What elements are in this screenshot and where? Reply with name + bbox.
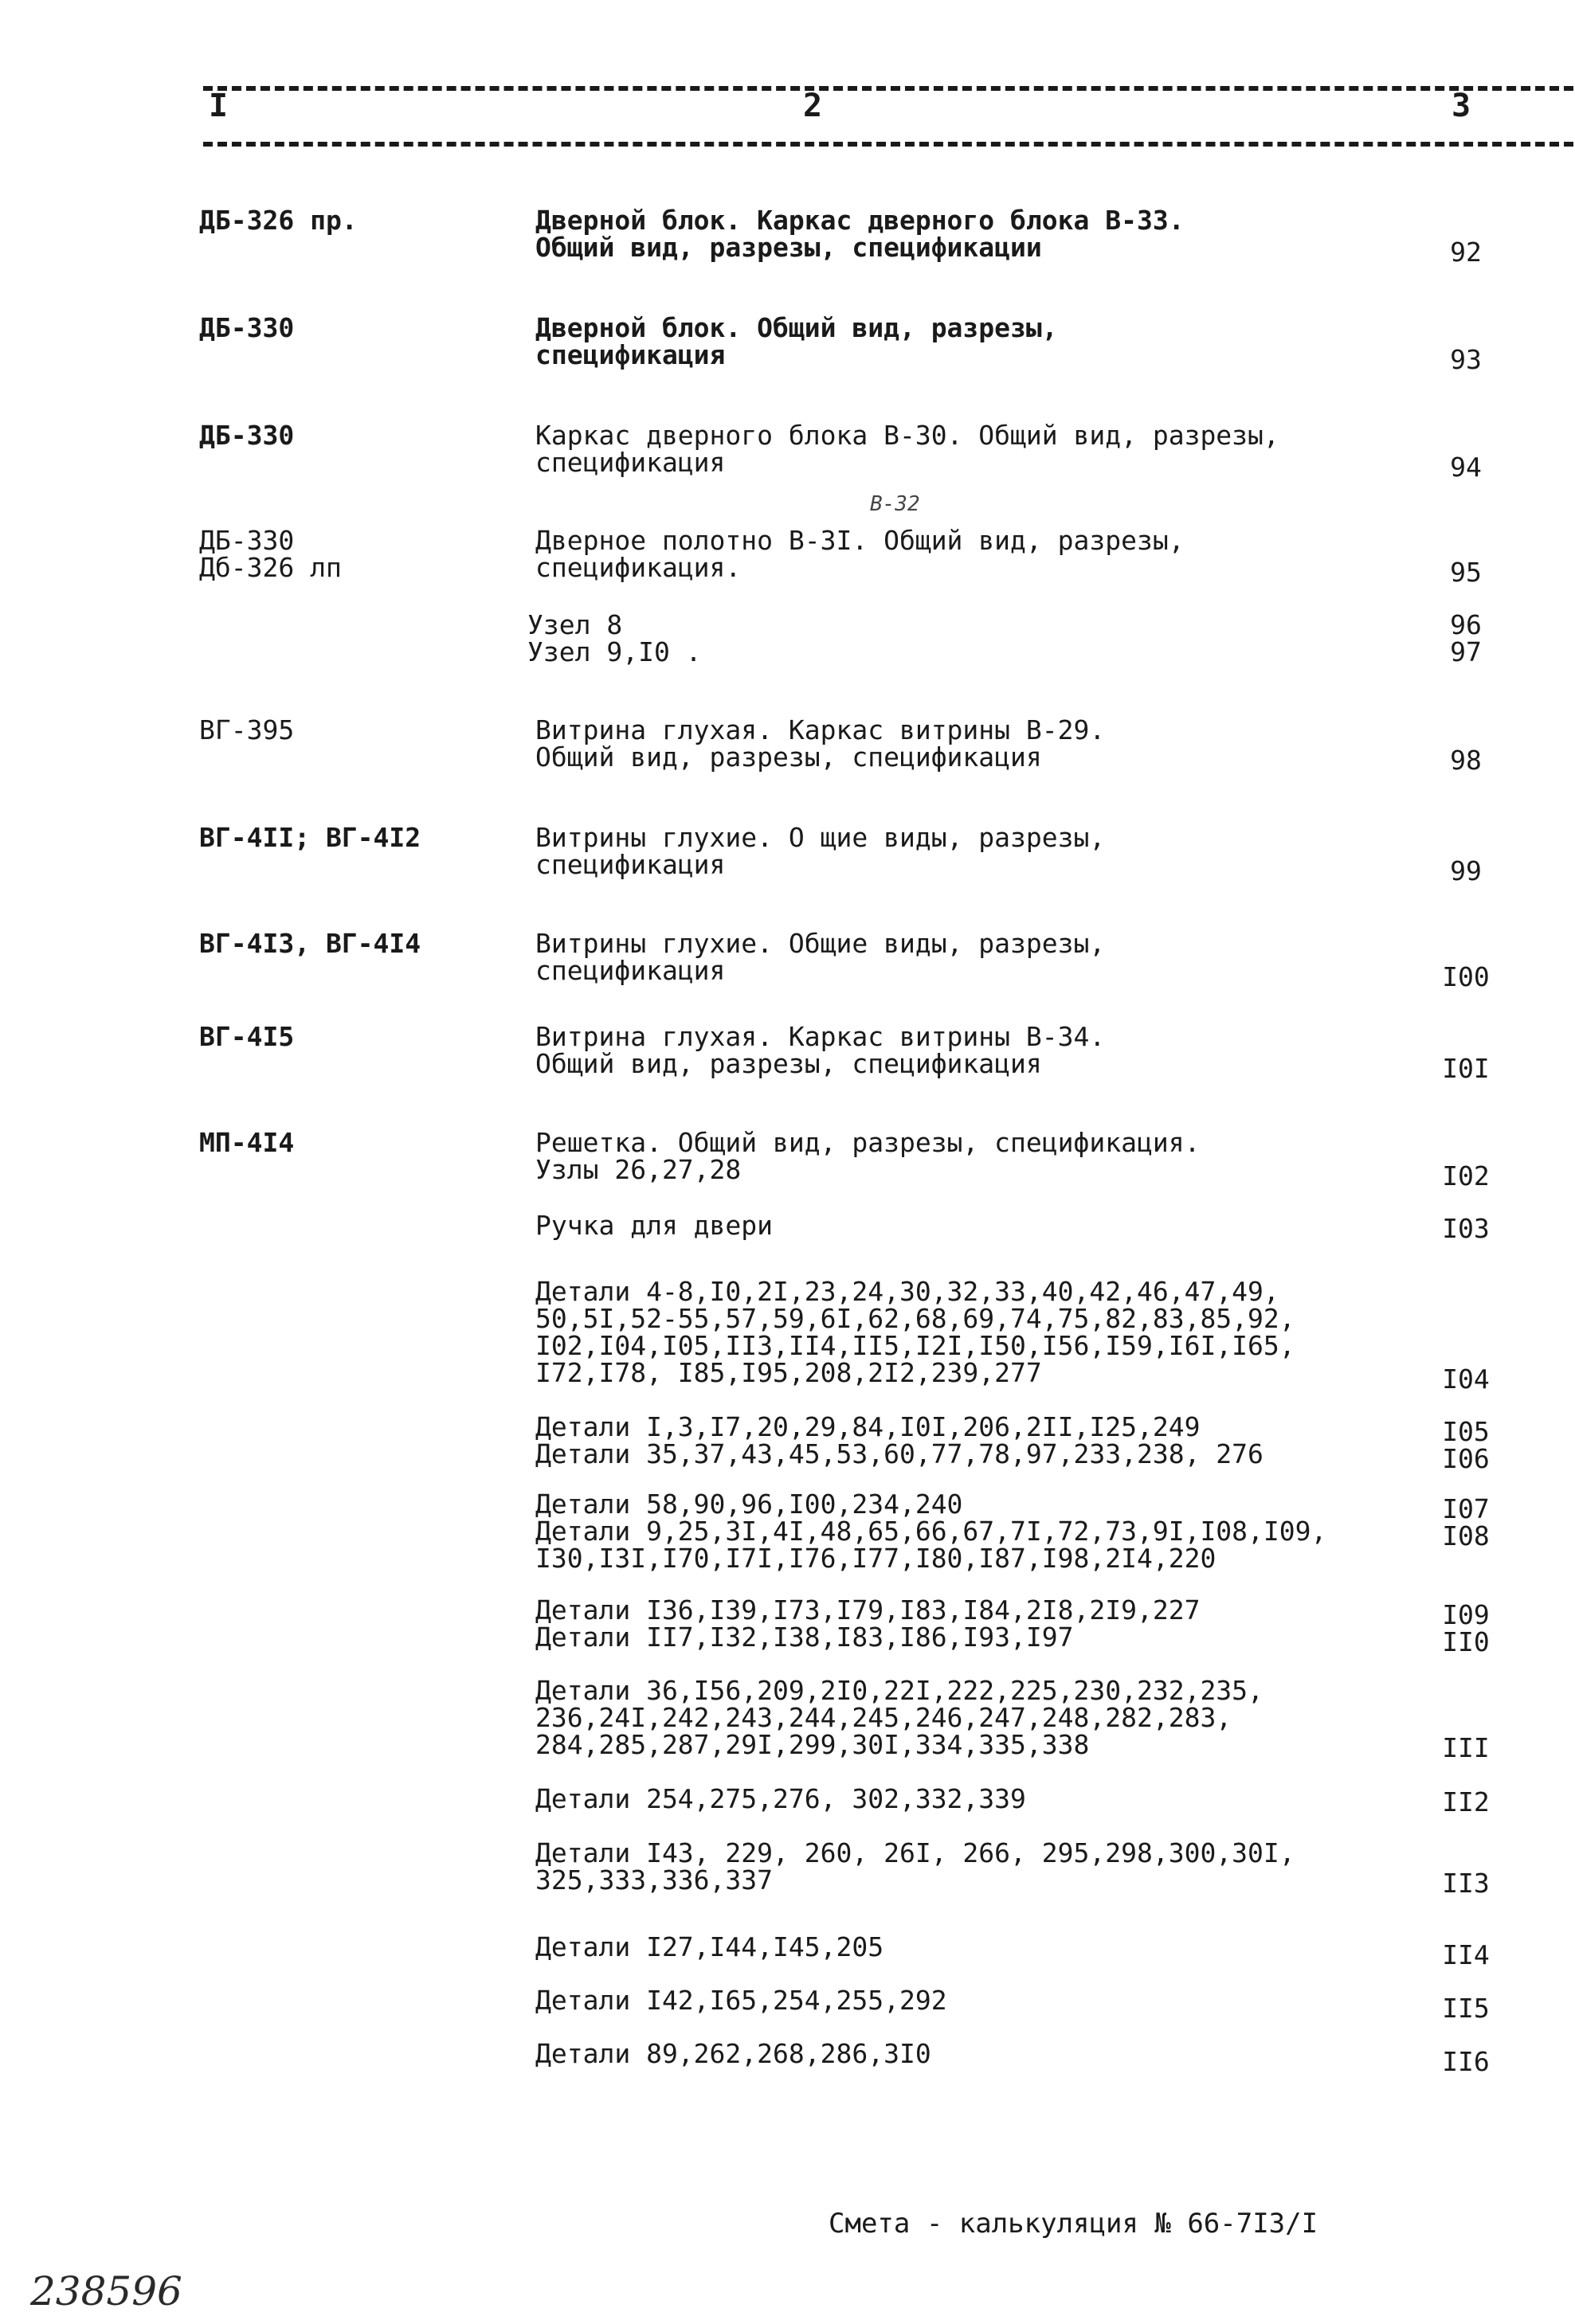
row-page: I07 I08: [1442, 1493, 1490, 1551]
row-description: Детали I42,I65,254,255,292: [535, 1985, 947, 2016]
row-code: МП-4I4: [199, 1127, 295, 1158]
row-description: Дверной блок. Каркас дверного блока В-33. Общий вид, разрезы, спецификации: [535, 205, 1185, 263]
row-code: ДБ-326 пр.: [199, 205, 358, 236]
row-page: II5: [1442, 1993, 1490, 2024]
row-page: I09 II0: [1442, 1599, 1490, 1657]
row-page: I03: [1442, 1213, 1490, 1244]
header-col2: 2: [803, 88, 823, 124]
row-page: 92: [1450, 237, 1482, 268]
row-page: 98: [1450, 745, 1482, 776]
row-description: Узел 8 Узел 9,I0 .: [527, 609, 702, 667]
row-description: Детали 36,I56,209,2I0,22I,222,225,230,232,235, 236,24I,242,243,244,245,246,247,248,282,283, 284,285,287,29I,299,30I,334,335,338: [535, 1675, 1264, 1760]
row-page: I04: [1442, 1363, 1490, 1395]
row-description: Витрины глухие. О щие виды, разрезы, спецификация: [535, 822, 1106, 880]
row-code: ВГ-4II; ВГ-4I2: [199, 822, 421, 853]
row-code: ДБ-330: [199, 420, 295, 451]
row-page: 96 97: [1450, 609, 1482, 667]
handwritten-annotation: В-32: [870, 492, 920, 516]
row-description: Витрина глухая. Каркас витрины В-34. Общий вид, разрезы, спецификация: [535, 1021, 1106, 1079]
row-description: Детали 254,275,276, 302,332,339: [535, 1783, 1026, 1814]
header-rule-top: [203, 86, 1573, 91]
row-description: Детали 58,90,96,I00,234,240 Детали 9,25,3I,4I,48,65,66,67,7I,72,73,9I,I08,I09, I30,I3I,I70,I7I,I76,I77,I80,I87,I98,2I4,220: [535, 1489, 1327, 1574]
row-description: Дверное полотно В-3I. Общий вид, разрезы, спецификация.: [535, 525, 1185, 583]
row-page: II4: [1442, 1939, 1490, 1970]
row-description: Ручка для двери: [535, 1210, 774, 1241]
row-description: Детали I43, 229, 260, 26I, 266, 295,298,300,30I, 325,333,336,337: [535, 1837, 1295, 1896]
row-description: Решетка. Общий вид, разрезы, спецификация. Узлы 26,27,28: [535, 1127, 1201, 1185]
row-code: ДБ-330 Дб-326 лп: [199, 525, 342, 583]
row-page: 99: [1450, 855, 1482, 886]
document-footer: Смета - калькуляция № 66-7I3/I: [829, 2208, 1318, 2240]
row-page: III: [1442, 1732, 1490, 1763]
row-page: I02: [1442, 1160, 1490, 1191]
row-description: Витрины глухие. Общие виды, разрезы, спецификация: [535, 928, 1106, 986]
row-page: II3: [1442, 1868, 1490, 1899]
row-page: 93: [1450, 344, 1482, 375]
row-page: II2: [1442, 1786, 1490, 1817]
row-description: Детали 4-8,I0,2I,23,24,30,32,33,40,42,46,47,49, 50,5I,52-55,57,59,6I,62,68,69,74,75,82,83,85,92, I02,I04,I05,II3,II4,II5,I2I,I50,I56,I59,I6I,I65, I72,I78, I85,I95,208,2I2,239,277: [535, 1276, 1295, 1388]
row-code: ВГ-4I3, ВГ-4I4: [199, 928, 421, 959]
header-rule-bottom: [203, 142, 1573, 147]
row-page: 95: [1450, 557, 1482, 588]
row-description: Детали I,3,I7,20,29,84,I0I,206,2II,I25,249 Детали 35,37,43,45,53,60,77,78,97,233,238, 276: [535, 1411, 1264, 1469]
row-page: II6: [1442, 2046, 1490, 2077]
row-code: ДБ-330: [199, 312, 295, 343]
row-page: I0I: [1442, 1053, 1490, 1084]
row-description: Детали 89,262,268,286,3I0: [535, 2038, 931, 2069]
row-page: 94: [1450, 452, 1482, 483]
header-col3: 3: [1452, 88, 1471, 124]
handwritten-number: 238596: [30, 2268, 182, 2314]
header-col1: I: [209, 88, 229, 124]
row-code: ВГ-395: [199, 714, 295, 745]
row-description: Детали I36,I39,I73,I79,I83,I84,2I8,2I9,227 Детали II7,I32,I38,I83,I86,I93,I97: [535, 1594, 1201, 1653]
row-description: Каркас дверного блока В-30. Общий вид, разрезы, спецификация: [535, 420, 1279, 478]
row-page: I00: [1442, 961, 1490, 992]
row-description: Витрина глухая. Каркас витрины В-29. Общий вид, разрезы, спецификация: [535, 714, 1106, 773]
row-description: Детали I27,I44,I45,205: [535, 1931, 884, 1962]
row-page: I05 I06: [1442, 1416, 1490, 1474]
row-description: Дверной блок. Общий вид, разрезы, спецификация: [535, 312, 1058, 370]
row-code: ВГ-4I5: [199, 1021, 295, 1052]
